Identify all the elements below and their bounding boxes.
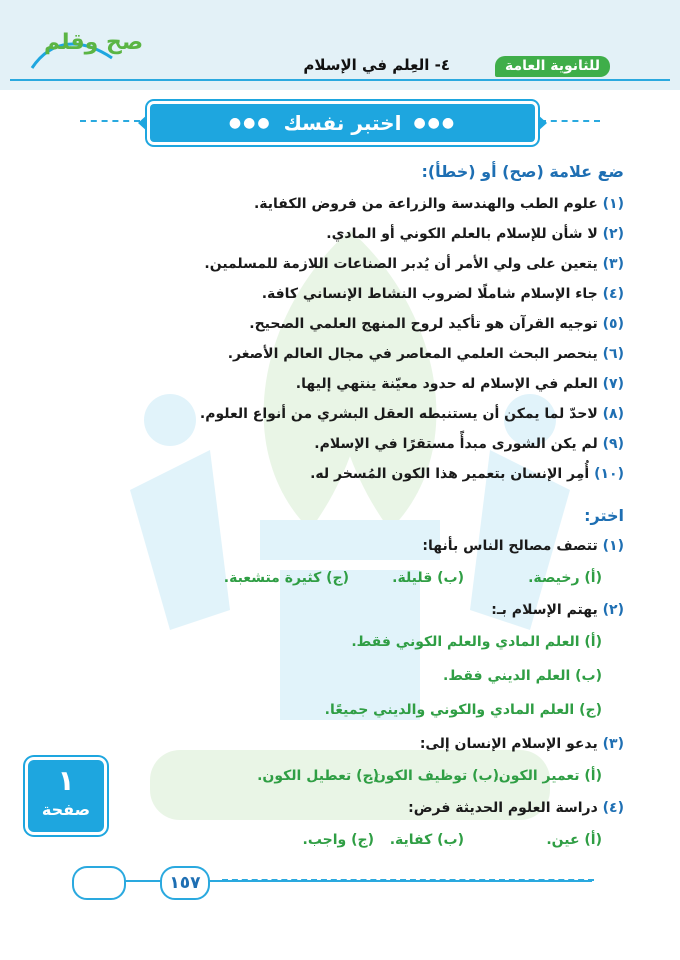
true-false-heading: ضع علامة (صح) أو (خطأ): bbox=[421, 162, 624, 181]
banner-dots-left: ●●● bbox=[228, 115, 272, 131]
mcq-text: دراسة العلوم الحديثة فرض: bbox=[408, 800, 598, 816]
mcq-option: (ج) كثيرة متشعبة. bbox=[223, 570, 349, 586]
mcq-option: (أ) العلم المادي والعلم الكوني فقط. bbox=[351, 634, 602, 650]
mcq-text: يدعو الإسلام الإنسان إلى: bbox=[419, 736, 598, 752]
chapter-title: ٤- العِلم في الإسلام bbox=[303, 56, 450, 74]
tf-item-text: علوم الطب والهندسة والزراعة من فروض الكفاية. bbox=[253, 196, 598, 212]
page-badge-label: صفحة bbox=[41, 800, 91, 819]
page-badge bbox=[28, 760, 104, 832]
banner-title: اختبر نفسك bbox=[283, 111, 402, 135]
header-rule bbox=[10, 79, 670, 81]
footer-logo-icon bbox=[72, 866, 126, 900]
tf-item-text: جاء الإسلام شاملًا لضروب النشاط الإنساني كافة. bbox=[261, 286, 598, 302]
footer-dashes bbox=[222, 879, 594, 881]
tf-item-number: (٥) bbox=[602, 316, 624, 332]
banner-dashes-left bbox=[80, 120, 140, 122]
mcq-option: (ب) كفاية. bbox=[389, 832, 464, 848]
tf-item-number: (٨) bbox=[602, 406, 624, 422]
mcq-option: (ب) توظيف الكون. bbox=[368, 768, 499, 784]
mcq-option: (ج) تعطيل الكون. bbox=[257, 768, 379, 784]
tf-item bbox=[296, 376, 624, 392]
mcq-option: (أ) تعمير الكون. bbox=[493, 768, 602, 784]
mcq-option: (ب) قليلة. bbox=[392, 570, 464, 586]
mcq-question bbox=[408, 800, 624, 816]
tf-item-text: أُمِر الإنسان بتعمير هذا الكون المُسخر له. bbox=[310, 466, 590, 482]
banner-dashes-right bbox=[540, 120, 600, 122]
tf-item bbox=[204, 256, 624, 272]
tf-item bbox=[326, 226, 624, 242]
mcq-text: يهتم الإسلام بـ: bbox=[491, 602, 598, 618]
mcq-number: (٣) bbox=[602, 736, 624, 752]
page-badge-number: ١ bbox=[57, 764, 75, 797]
page-number: ١٥٧ bbox=[160, 866, 210, 900]
tf-item bbox=[200, 406, 624, 422]
tf-item-text: يتعين على ولي الأمر أن يُدبر الصناعات اللازمة للمسلمين. bbox=[204, 256, 598, 272]
mcq-option: (ج) واجب. bbox=[302, 832, 374, 848]
mcq-question bbox=[422, 538, 624, 554]
banner-arrow-right bbox=[537, 114, 547, 132]
banner-arrow-left bbox=[138, 114, 148, 132]
tf-item-text: لا شأن للإسلام بالعلم الكوني أو المادي. bbox=[326, 226, 598, 242]
mcq-option: (أ) رخيصة. bbox=[528, 570, 602, 586]
mcq-number: (١) bbox=[602, 538, 624, 554]
tf-item-number: (٦) bbox=[602, 346, 624, 362]
tf-item bbox=[254, 196, 624, 212]
mcq-question bbox=[420, 736, 624, 752]
section-banner bbox=[150, 104, 535, 142]
tf-item bbox=[310, 466, 624, 482]
banner-dots-right: ●●● bbox=[413, 115, 457, 131]
mcq-option: (ج) العلم المادي والكوني والديني جميعًا. bbox=[324, 702, 602, 718]
choose-heading: اختر: bbox=[584, 506, 624, 525]
tf-item-number: (٤) bbox=[602, 286, 624, 302]
mcq-number: (٤) bbox=[602, 800, 624, 816]
tf-item-text: ينحصر البحث العلمي المعاصر في مجال العالم الأصغر. bbox=[227, 346, 598, 362]
tf-item-number: (١) bbox=[602, 196, 624, 212]
tf-item bbox=[262, 286, 624, 302]
mcq-option: (أ) عين. bbox=[546, 832, 602, 848]
logo-text: صح وقلم bbox=[44, 30, 144, 55]
tf-item-number: (٣) bbox=[602, 256, 624, 272]
tf-item-text: توجيه القرآن هو تأكيد لروح المنهج العلمي الصحيح. bbox=[249, 316, 598, 332]
level-badge: للثانوية العامة bbox=[495, 56, 610, 77]
tf-item bbox=[228, 346, 624, 362]
tf-item-text: لاحدّ لما يمكن أن يستنبطه العقل البشري من أنواع العلوم. bbox=[199, 406, 598, 422]
tf-item bbox=[314, 436, 624, 452]
tf-item-text: العلم في الإسلام له حدود معيّنة ينتهي إليها. bbox=[295, 376, 598, 392]
tf-item-number: (١٠) bbox=[594, 466, 624, 482]
mcq-text: تتصف مصالح الناس بأنها: bbox=[422, 538, 598, 554]
tf-item-number: (٢) bbox=[602, 226, 624, 242]
tf-item bbox=[249, 316, 624, 332]
mcq-question bbox=[491, 602, 624, 618]
mcq-option: (ب) العلم الديني فقط. bbox=[443, 668, 602, 684]
tf-item-text: لم يكن الشورى مبدأً مستقرًا في الإسلام. bbox=[314, 436, 598, 452]
tf-item-number: (٩) bbox=[602, 436, 624, 452]
tf-item-number: (٧) bbox=[602, 376, 624, 392]
mcq-number: (٢) bbox=[602, 602, 624, 618]
